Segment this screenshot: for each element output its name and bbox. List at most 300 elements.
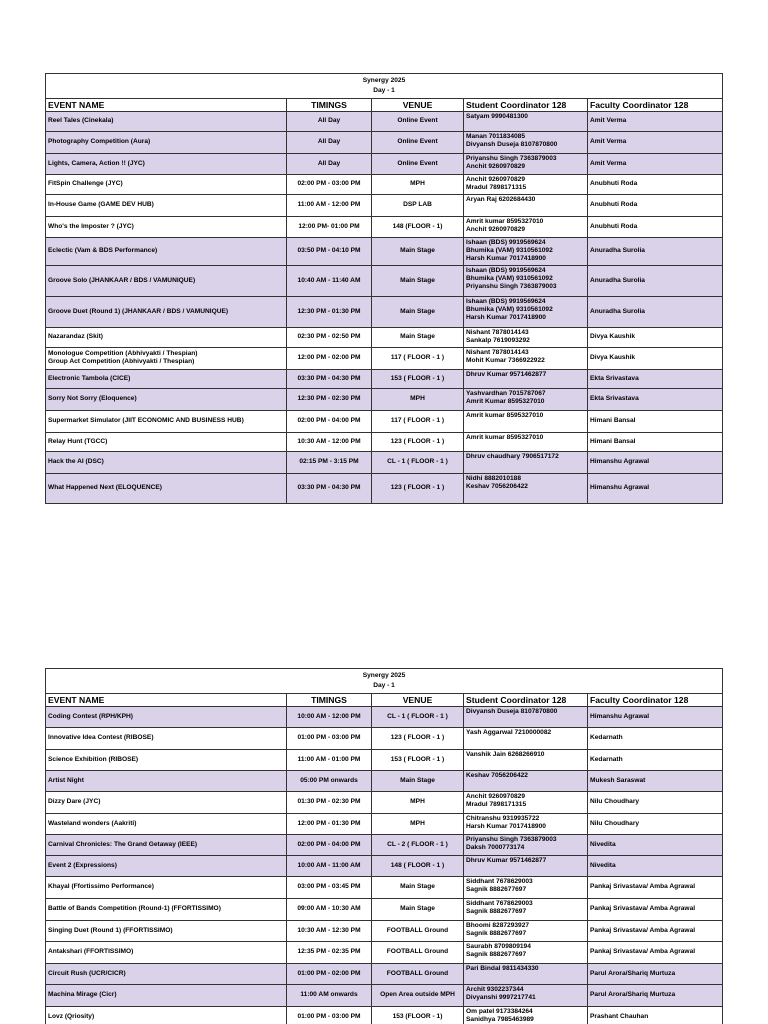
- col-header-venue: VENUE: [372, 694, 464, 707]
- table-row: [46, 265, 723, 296]
- table-row: [46, 771, 723, 792]
- event-name: Hack the AI (DSC): [48, 458, 104, 466]
- student-coordinator-cell: [464, 388, 588, 410]
- student-coordinator: Yashvardhan 7015787067: [466, 389, 546, 397]
- student-coordinator: Nishant 7878014143: [466, 348, 529, 356]
- student-coordinator: Sanidhya 7985463989: [466, 1016, 534, 1024]
- event-name-cell: [46, 877, 287, 899]
- event-name-cell: [46, 964, 287, 985]
- faculty-coordinator-cell: Nivedita: [588, 835, 723, 856]
- student-coordinator: Mradul 7898171315: [466, 184, 527, 192]
- venue-cell: 117 ( FLOOR - 1 ): [372, 410, 464, 432]
- faculty-coordinator-cell: Prashant Chauhan: [588, 1007, 723, 1024]
- table-body: [46, 112, 723, 504]
- col-header-faculty-coordinator: Faculty Coordinator 128: [588, 99, 723, 112]
- event-name-cell: [46, 347, 287, 369]
- student-coordinator: Amrit kumar 8595327010: [466, 411, 544, 419]
- table-row: [46, 473, 723, 503]
- student-coordinator-cell: [464, 792, 588, 814]
- student-coordinator: Ishaan (BDS) 9919569624: [466, 297, 546, 305]
- table-row: [46, 835, 723, 856]
- faculty-coordinator-cell: Mukesh Saraswat: [588, 771, 723, 792]
- student-coordinator-cell: [464, 771, 588, 792]
- event-name-cell: [46, 410, 287, 432]
- event-name-cell: [46, 175, 287, 195]
- faculty-coordinator-cell: Nilu Choudhary: [588, 814, 723, 835]
- student-coordinator: Mradul 7898171315: [466, 801, 527, 809]
- venue-cell: FOOTBALL Ground: [372, 921, 464, 942]
- event-name: Groove Solo (JHANKAAR / BDS / VAMUNIQUE): [48, 276, 196, 284]
- table-row: [46, 388, 723, 410]
- table-row: [46, 132, 723, 154]
- venue-cell: DSP LAB: [372, 195, 464, 217]
- table-row: [46, 921, 723, 942]
- student-coordinator-cell: [464, 856, 588, 877]
- venue-cell: CL - 1 ( FLOOR - 1 ): [372, 451, 464, 473]
- event-name: Science Exhibition (RIBOSE): [48, 755, 139, 763]
- table-row: [46, 814, 723, 835]
- event-name: Artist Night: [48, 776, 84, 784]
- table-row: [46, 728, 723, 750]
- timing-cell: All Day: [287, 132, 372, 154]
- faculty-coordinator-cell: Anubhuti Roda: [588, 217, 723, 238]
- table-row: [46, 707, 723, 728]
- student-coordinator-cell: [464, 451, 588, 473]
- faculty-coordinator-cell: Himanshu Agrawal: [588, 451, 723, 473]
- table-row: [46, 217, 723, 238]
- col-header-event-name: EVENT NAME: [46, 694, 287, 707]
- table-row: [46, 856, 723, 877]
- faculty-coordinator-cell: Nilu Choudhary: [588, 792, 723, 814]
- student-coordinator: Archit 9302237344: [466, 986, 524, 993]
- student-coordinator: Nishant 7878014143: [466, 328, 529, 336]
- student-coordinator-cell: [464, 132, 588, 154]
- event-name-cell: [46, 921, 287, 942]
- student-coordinator: Om patel 9173384264: [466, 1008, 533, 1015]
- event-name: Groove Duet (Round 1) (JHANKAAR / BDS / VAMUNIQUE): [48, 307, 229, 315]
- venue-cell: 148 (FLOOR - 1): [372, 217, 464, 238]
- venue-cell: FOOTBALL Ground: [372, 964, 464, 985]
- student-coordinator-cell: [464, 835, 588, 856]
- student-coordinator: Amrit Kumar 8595327010: [466, 397, 545, 405]
- venue-cell: Main Stage: [372, 899, 464, 921]
- student-coordinator: Anchit 9260970829: [466, 163, 526, 171]
- table-row: [46, 112, 723, 132]
- venue-cell: MPH: [372, 792, 464, 814]
- table-row: [46, 369, 723, 388]
- venue-cell: 123 ( FLOOR - 1 ): [372, 432, 464, 451]
- student-coordinator-cell: [464, 877, 588, 899]
- timing-cell: 10:30 AM - 12:30 PM: [287, 921, 372, 942]
- student-coordinator-cell: [464, 707, 588, 728]
- faculty-coordinator-cell: Anuradha Surolia: [588, 238, 723, 266]
- timing-cell: 10:00 AM - 12:00 PM: [287, 707, 372, 728]
- header-row: [46, 99, 723, 112]
- student-coordinator-cell: [464, 265, 588, 296]
- student-coordinator-cell: [464, 327, 588, 347]
- table-row: [46, 964, 723, 985]
- student-coordinator-cell: [464, 112, 588, 132]
- student-coordinator-cell: [464, 942, 588, 964]
- timing-cell: 02:00 PM - 04:00 PM: [287, 410, 372, 432]
- event-name: Event 2 (Expressions): [48, 861, 117, 869]
- venue-cell: Online Event: [372, 112, 464, 132]
- venue-cell: MPH: [372, 814, 464, 835]
- col-header-student-coordinator: Student Coordinator 128: [464, 694, 588, 707]
- student-coordinator: Divyanshi 9997217741: [466, 994, 536, 1002]
- event-name: What Happened Next (ELOQUENCE): [48, 484, 162, 492]
- student-coordinator: Ishaan (BDS) 9919569624: [466, 239, 546, 246]
- event-name-cell: [46, 1007, 287, 1024]
- student-coordinator: Sagnik 8882677697: [466, 908, 527, 916]
- venue-cell: Main Stage: [372, 771, 464, 792]
- faculty-coordinator-cell: Ekta Srivastava: [588, 388, 723, 410]
- student-coordinator-cell: [464, 921, 588, 942]
- table-row: [46, 238, 723, 266]
- faculty-coordinator-cell: Himani Bansal: [588, 410, 723, 432]
- timing-cell: 10:30 AM - 12:00 PM: [287, 432, 372, 451]
- venue-cell: Main Stage: [372, 877, 464, 899]
- event-name-cell: [46, 856, 287, 877]
- event-name-cell: [46, 771, 287, 792]
- venue-cell: MPH: [372, 175, 464, 195]
- event-name-cell: [46, 707, 287, 728]
- table-row: [46, 154, 723, 175]
- venue-cell: CL - 2 ( FLOOR - 1 ): [372, 835, 464, 856]
- student-coordinator: Keshav 7056206422: [466, 482, 528, 490]
- venue-cell: Online Event: [372, 132, 464, 154]
- faculty-coordinator-cell: Himanshu Agrawal: [588, 707, 723, 728]
- timing-cell: 12:00 PM - 01:30 PM: [287, 814, 372, 835]
- col-header-event-name: EVENT NAME: [46, 99, 287, 112]
- table-row: [46, 347, 723, 369]
- event-name: Supermarket Simulator (JIIT ECONOMIC AND BUSINESS HUB): [48, 417, 244, 425]
- venue-cell: 123 ( FLOOR - 1 ): [372, 728, 464, 750]
- timing-cell: 02:00 PM - 04:00 PM: [287, 835, 372, 856]
- faculty-coordinator-cell: Kedarnath: [588, 750, 723, 771]
- student-coordinator: Dhruv Kumar 9571462877: [466, 857, 547, 864]
- event-name: Eclectic (Vam & BDS Performance): [48, 247, 158, 255]
- event-name: Innovative Idea Contest (RIBOSE): [48, 734, 154, 742]
- table-row: [46, 899, 723, 921]
- timing-cell: 02:15 PM - 3:15 PM: [287, 451, 372, 473]
- student-coordinator: Harsh Kumar 7017418900: [466, 255, 546, 263]
- timing-cell: 10:00 AM - 11:00 AM: [287, 856, 372, 877]
- faculty-coordinator-cell: Anubhuti Roda: [588, 195, 723, 217]
- student-coordinator: Anchit 9260970829: [466, 176, 526, 183]
- timing-cell: 03:00 PM - 03:45 PM: [287, 877, 372, 899]
- event-name-cell: [46, 265, 287, 296]
- timing-cell: 01:30 PM - 02:30 PM: [287, 792, 372, 814]
- event-name: Lights, Camera, Action !! (JYC): [48, 159, 145, 167]
- timing-cell: 02:00 PM - 03:00 PM: [287, 175, 372, 195]
- faculty-coordinator-cell: Himanshu Agrawal: [588, 473, 723, 503]
- faculty-coordinator-cell: Anuradha Surolia: [588, 265, 723, 296]
- student-coordinator: Pari Bindal 9811434330: [466, 965, 539, 972]
- student-coordinator: Priyanshu Singh 7363879003: [466, 155, 557, 162]
- student-coordinator-cell: [464, 432, 588, 451]
- faculty-coordinator-cell: Pankaj Srivastava/ Amba Agrawal: [588, 942, 723, 964]
- student-coordinator: Anchit 9260970829: [466, 793, 526, 800]
- venue-cell: 153 ( FLOOR - 1 ): [372, 750, 464, 771]
- event-name: Singing Duet (Round 1) (FFORTISSIMO): [48, 926, 173, 934]
- faculty-coordinator-cell: Ekta Srivastava: [588, 369, 723, 388]
- student-coordinator: Bhumika (VAM) 9310561092: [466, 247, 553, 255]
- col-header-faculty-coordinator: Faculty Coordinator 128: [588, 694, 723, 707]
- event-name: Nazarandaz (Skit): [48, 333, 103, 341]
- student-coordinator: Daksh 7000773174: [466, 844, 525, 852]
- student-coordinator-cell: [464, 750, 588, 771]
- table-row: [46, 1007, 723, 1024]
- timing-cell: 01:00 PM - 03:00 PM: [287, 728, 372, 750]
- timing-cell: 01:00 PM - 02:00 PM: [287, 964, 372, 985]
- faculty-coordinator-cell: Amit Verma: [588, 154, 723, 175]
- event-name-cell: [46, 132, 287, 154]
- table-body: [46, 707, 723, 1024]
- timing-cell: 01:00 PM - 03:00 PM: [287, 1007, 372, 1024]
- faculty-coordinator-cell: Divya Kaushik: [588, 327, 723, 347]
- col-header-venue: VENUE: [372, 99, 464, 112]
- table-subtitle: Day - 1: [373, 682, 395, 689]
- student-coordinator-cell: [464, 154, 588, 175]
- venue-cell: MPH: [372, 388, 464, 410]
- table-row: [46, 175, 723, 195]
- faculty-coordinator-cell: Kedarnath: [588, 728, 723, 750]
- student-coordinator: Amrit kumar 8595327010: [466, 218, 544, 225]
- student-coordinator: Yash Aggarwal 7210000082: [466, 729, 552, 736]
- event-name: Dizzy Dare (JYC): [48, 798, 101, 806]
- student-coordinator: Harsh Kumar 7017418900: [466, 314, 546, 322]
- student-coordinator: Chitranshu 9319935722: [466, 815, 540, 822]
- student-coordinator: Dhruv chaudhary 7906517172: [466, 452, 559, 460]
- event-name-cell: [46, 296, 287, 327]
- faculty-coordinator-cell: Parul Arora/Shariq Murtuza: [588, 964, 723, 985]
- venue-cell: CL - 1 ( FLOOR - 1 ): [372, 707, 464, 728]
- event-name-cell: [46, 238, 287, 266]
- event-name-cell: [46, 112, 287, 132]
- student-coordinator: Bhumika (VAM) 9310561092: [466, 274, 553, 282]
- event-name: Reel Tales (Cinekala): [48, 117, 114, 125]
- student-coordinator: Aryan Raj 6202684430: [466, 196, 536, 203]
- table-row: [46, 750, 723, 771]
- student-coordinator: Manan 7011834085: [466, 133, 526, 140]
- student-coordinator: Sagnik 8882677697: [466, 951, 527, 959]
- student-coordinator-cell: [464, 1007, 588, 1024]
- venue-cell: 153 ( FLOOR - 1 ): [372, 369, 464, 388]
- event-name-cell: [46, 369, 287, 388]
- student-coordinator: Keshav 7056206422: [466, 772, 528, 779]
- timing-cell: 03:30 PM - 04:30 PM: [287, 369, 372, 388]
- table-title-block: [46, 74, 723, 99]
- event-name-cell: [46, 432, 287, 451]
- event-name: Photography Competition (Aura): [48, 138, 151, 146]
- event-name: Carnival Chronicles: The Grand Getaway (IEEE): [48, 840, 198, 848]
- event-name-cell: [46, 327, 287, 347]
- event-name: Electronic Tambola (CICE): [48, 374, 131, 382]
- faculty-coordinator-cell: Amit Verma: [588, 112, 723, 132]
- event-name-cell: [46, 388, 287, 410]
- faculty-coordinator-cell: Divya Kaushik: [588, 347, 723, 369]
- col-header-timings: TIMINGS: [287, 694, 372, 707]
- timing-cell: All Day: [287, 112, 372, 132]
- table-row: [46, 195, 723, 217]
- student-coordinator-cell: [464, 217, 588, 238]
- timing-cell: 11:00 AM onwards: [287, 985, 372, 1007]
- event-name-cell: [46, 451, 287, 473]
- student-coordinator-cell: [464, 473, 588, 503]
- timing-cell: 03:50 PM - 04:10 PM: [287, 238, 372, 266]
- venue-cell: 123 ( FLOOR - 1 ): [372, 473, 464, 503]
- student-coordinator: Saurabh 8709809194: [466, 943, 531, 950]
- table-title: Synergy 2025: [362, 671, 406, 679]
- faculty-coordinator-cell: Himani Bansal: [588, 432, 723, 451]
- student-coordinator: Bhumika (VAM) 9310561092: [466, 305, 553, 313]
- event-name: Machina Mirage (Cicr): [48, 991, 117, 999]
- student-coordinator-cell: [464, 238, 588, 266]
- event-name-cell: [46, 750, 287, 771]
- venue-cell: 153 (FLOOR - 1): [372, 1007, 464, 1024]
- venue-cell: Main Stage: [372, 238, 464, 266]
- timing-cell: 12:00 PM - 02:00 PM: [287, 347, 372, 369]
- student-coordinator: Amrit kumar 8595327010: [466, 433, 544, 441]
- event-name-cell: [46, 728, 287, 750]
- table-title: Synergy 2025: [362, 76, 406, 84]
- timing-cell: 12:35 PM - 02:35 PM: [287, 942, 372, 964]
- faculty-coordinator-cell: Pankaj Srivastava/ Amba Agrawal: [588, 877, 723, 899]
- student-coordinator: Divyansh Duseja 8107870800: [466, 708, 558, 715]
- student-coordinator: Anchit 9260970829: [466, 226, 526, 234]
- student-coordinator-cell: [464, 195, 588, 217]
- schedule-table: [45, 73, 723, 504]
- faculty-coordinator-cell: Parul Arora/Shariq Murtuza: [588, 985, 723, 1007]
- table-subtitle: Day - 1: [373, 87, 395, 94]
- table-row: [46, 327, 723, 347]
- event-name: Wasteland wonders (Aakriti): [48, 819, 137, 827]
- event-name: Relay Hunt (TGCC): [48, 437, 108, 445]
- student-coordinator-cell: [464, 814, 588, 835]
- timing-cell: 09:00 AM - 10:30 AM: [287, 899, 372, 921]
- student-coordinator: Bhoomi 8287293927: [466, 922, 530, 929]
- venue-cell: 117 ( FLOOR - 1 ): [372, 347, 464, 369]
- venue-cell: Main Stage: [372, 327, 464, 347]
- student-coordinator-cell: [464, 899, 588, 921]
- faculty-coordinator-cell: Nivedita: [588, 856, 723, 877]
- event-name: In-House Game (GAME DEV HUB): [48, 201, 154, 209]
- event-name: Monologue Competition (Abhivyakti / Thespian): [48, 349, 198, 357]
- timing-cell: 12:30 PM - 02:30 PM: [287, 388, 372, 410]
- schedule-table: [45, 668, 723, 1024]
- col-header-timings: TIMINGS: [287, 99, 372, 112]
- student-coordinator: Mohit Kumar 7366922922: [466, 356, 545, 364]
- venue-cell: FOOTBALL Ground: [372, 942, 464, 964]
- table-row: [46, 296, 723, 327]
- event-name-cell: [46, 473, 287, 503]
- event-name-cell: [46, 814, 287, 835]
- student-coordinator-cell: [464, 369, 588, 388]
- table-row: [46, 432, 723, 451]
- student-coordinator-cell: [464, 347, 588, 369]
- timing-cell: 12:30 PM - 01:30 PM: [287, 296, 372, 327]
- student-coordinator-cell: [464, 985, 588, 1007]
- timing-cell: 05:00 PM onwards: [287, 771, 372, 792]
- student-coordinator: Sankalp 7619093292: [466, 336, 530, 344]
- student-coordinator: Sagnik 8882677697: [466, 930, 527, 938]
- event-name: Circuit Rush (UCR/CICR): [48, 969, 126, 977]
- event-name: Group Act Competition (Abhivyakti / Thespian): [48, 358, 195, 366]
- event-name: FitSpin Challenge (JYC): [48, 180, 123, 188]
- event-name: Coding Contest (RPH/KPH): [48, 712, 133, 720]
- student-coordinator-cell: [464, 296, 588, 327]
- student-coordinator: Nidhi 8882010188: [466, 474, 521, 482]
- timing-cell: 10:40 AM - 11:40 AM: [287, 265, 372, 296]
- table-row: [46, 877, 723, 899]
- table-row: [46, 792, 723, 814]
- timing-cell: 02:30 PM - 02:50 PM: [287, 327, 372, 347]
- event-name-cell: [46, 835, 287, 856]
- table-row: [46, 451, 723, 473]
- student-coordinator: Vanshik Jain 6268266910: [466, 751, 545, 758]
- student-coordinator: Sagnik 8882677697: [466, 886, 527, 894]
- faculty-coordinator-cell: Anubhuti Roda: [588, 175, 723, 195]
- timing-cell: All Day: [287, 154, 372, 175]
- event-name: Antakshari (FFORTISSIMO): [48, 948, 134, 956]
- student-coordinator: Siddhant 7678629003: [466, 878, 533, 885]
- student-coordinator: Siddhant 7678629003: [466, 900, 533, 907]
- col-header-student-coordinator: Student Coordinator 128: [464, 99, 588, 112]
- event-name: Lovz (Qriosity): [48, 1012, 95, 1020]
- student-coordinator: Divyansh Duseja 8107870800: [466, 141, 558, 149]
- student-coordinator: Harsh Kumar 7017418900: [466, 823, 546, 831]
- timing-cell: 12:00 PM- 01:00 PM: [287, 217, 372, 238]
- timing-cell: 03:30 PM - 04:30 PM: [287, 473, 372, 503]
- faculty-coordinator-cell: Amit Verma: [588, 132, 723, 154]
- venue-cell: Open Area outside MPH: [372, 985, 464, 1007]
- event-name: Battle of Bands Competition (Round-1) (FFORTISSIMO): [48, 905, 221, 913]
- student-coordinator: Ishaan (BDS) 9919569624: [466, 266, 546, 274]
- event-name-cell: [46, 942, 287, 964]
- venue-cell: Online Event: [372, 154, 464, 175]
- event-name-cell: [46, 792, 287, 814]
- venue-cell: 148 ( FLOOR - 1 ): [372, 856, 464, 877]
- event-name-cell: [46, 899, 287, 921]
- venue-cell: Main Stage: [372, 296, 464, 327]
- venue-cell: Main Stage: [372, 265, 464, 296]
- event-name-cell: [46, 217, 287, 238]
- event-name-cell: [46, 154, 287, 175]
- table-row: [46, 410, 723, 432]
- student-coordinator-cell: [464, 964, 588, 985]
- student-coordinator: Priyanshu Singh 7363879003: [466, 283, 557, 291]
- event-name: Who's the Imposter ? (JYC): [48, 222, 134, 230]
- student-coordinator-cell: [464, 175, 588, 195]
- student-coordinator: Satyam 9990481300: [466, 113, 528, 120]
- event-name: Khayal (Ffortissimo Performance): [48, 883, 154, 891]
- faculty-coordinator-cell: Pankaj Srivastava/ Amba Agrawal: [588, 899, 723, 921]
- student-coordinator-cell: [464, 410, 588, 432]
- table-row: [46, 942, 723, 964]
- student-coordinator: Dhruv Kumar 9571462877: [466, 370, 547, 378]
- event-name-cell: [46, 985, 287, 1007]
- student-coordinator: Priyanshu Singh 7363879003: [466, 836, 557, 843]
- event-name: Sorry Not Sorry (Eloquence): [48, 395, 137, 403]
- event-name-cell: [46, 195, 287, 217]
- timing-cell: 11:00 AM - 01:00 PM: [287, 750, 372, 771]
- timing-cell: 11:00 AM - 12:00 PM: [287, 195, 372, 217]
- faculty-coordinator-cell: Pankaj Srivastava/ Amba Agrawal: [588, 921, 723, 942]
- student-coordinator-cell: [464, 728, 588, 750]
- table-row: [46, 985, 723, 1007]
- header-row: [46, 694, 723, 707]
